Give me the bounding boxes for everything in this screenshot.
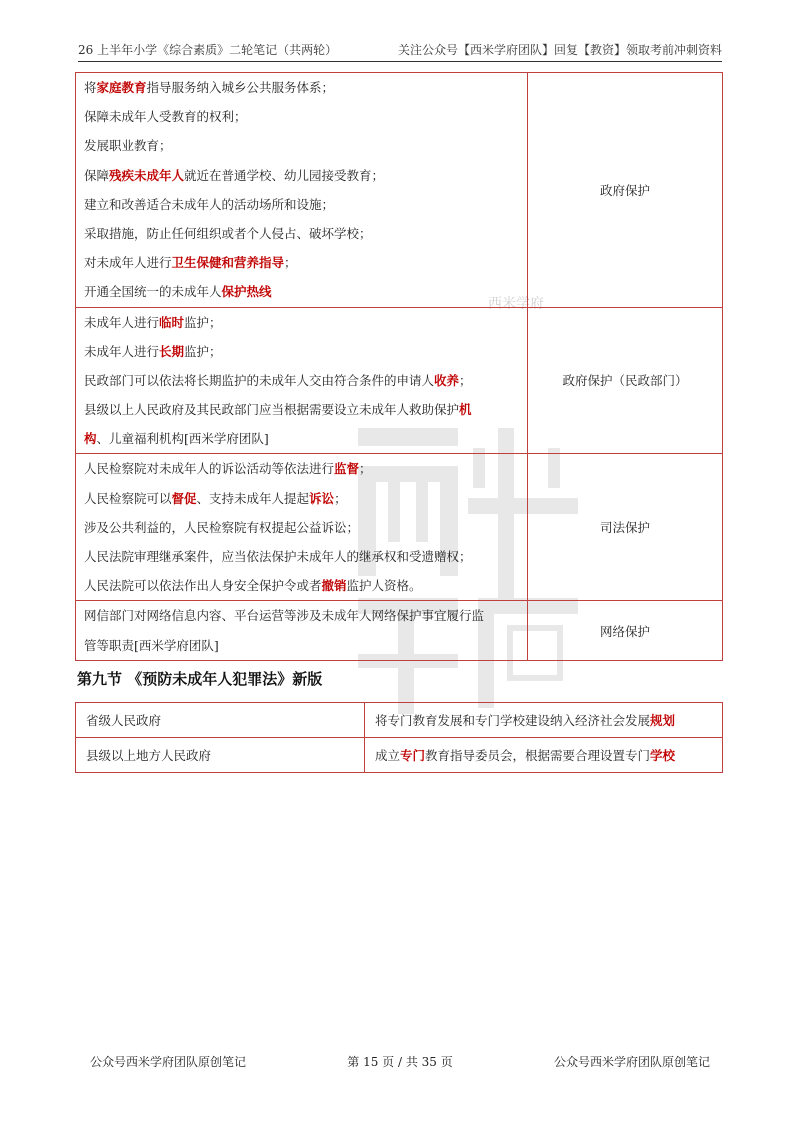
category-cell: 政府保护 bbox=[528, 73, 723, 308]
provision-line bbox=[84, 484, 519, 513]
highlight-text: 家庭教育 bbox=[96, 80, 147, 95]
provision-cell bbox=[76, 73, 528, 308]
text-segment: ； bbox=[359, 461, 372, 477]
table-row bbox=[76, 454, 723, 601]
content-cell bbox=[365, 703, 723, 738]
provision-line bbox=[84, 601, 519, 630]
text-segment: 、儿童福利机构[西米学府团队] bbox=[96, 431, 269, 447]
text-segment: 采取措施，防止任何组织或者个人侵占、破坏学校； bbox=[84, 225, 372, 241]
highlight-text: 构 bbox=[84, 431, 97, 447]
page-number: 第 15 页 / 共 35 页 bbox=[347, 1055, 453, 1069]
highlight-text: 学校 bbox=[650, 748, 676, 763]
text-segment: 未成年人进行 bbox=[84, 343, 160, 359]
text-segment: ； bbox=[459, 372, 472, 388]
text-segment: ； bbox=[284, 255, 297, 271]
text-segment: 对未成年人进行 bbox=[84, 255, 172, 271]
text-segment: 教育指导委员会，根据需要合理设置专门 bbox=[425, 748, 651, 763]
text-segment: 、支持未成年人提起 bbox=[196, 490, 310, 506]
table-row bbox=[76, 73, 723, 308]
text-segment: 民政部门可以依法将长期监护的未成年人交由符合条件的申请人 bbox=[84, 372, 435, 388]
protection-table bbox=[75, 72, 723, 661]
highlight-text: 残疾未成年人 bbox=[109, 167, 185, 183]
text-segment: 保障 bbox=[84, 167, 110, 183]
text-segment: 保障未成年人受教育的权利； bbox=[84, 109, 247, 125]
footer-right: 公众号西米学府团队原创笔记 bbox=[553, 1055, 710, 1069]
category-cell: 司法保护 bbox=[528, 454, 723, 601]
text-segment: 将专门教育发展和专门学校建设纳入经济社会发展 bbox=[375, 713, 651, 728]
content-cell bbox=[365, 738, 723, 773]
highlight-text: 督促 bbox=[171, 490, 197, 506]
provision-line bbox=[84, 277, 519, 306]
provision-cell bbox=[76, 454, 528, 601]
text-segment: 未成年人进行 bbox=[84, 314, 160, 330]
text-segment: 指导服务纳入城乡公共服务体系； bbox=[146, 80, 335, 95]
text-segment: 开通全国统一的未成年人 bbox=[84, 284, 222, 300]
page-header bbox=[78, 38, 722, 62]
highlight-text: 收养 bbox=[434, 372, 460, 388]
highlight-text: 长期 bbox=[159, 343, 185, 359]
table-row bbox=[76, 738, 723, 773]
text-segment: 县级以上人民政府及其民政部门应当根据需要设立未成年人救助保护 bbox=[84, 402, 460, 418]
provision-line bbox=[84, 161, 519, 190]
provision-cell bbox=[76, 307, 528, 454]
text-segment: 就近在普通学校、幼儿园接受教育； bbox=[184, 167, 385, 183]
provision-line bbox=[84, 571, 519, 600]
provision-line bbox=[84, 219, 519, 248]
highlight-text: 规划 bbox=[650, 713, 676, 728]
provision-line bbox=[84, 131, 519, 160]
prevention-table bbox=[75, 702, 723, 773]
provision-line bbox=[84, 190, 519, 219]
highlight-text: 机 bbox=[459, 402, 472, 418]
provision-line bbox=[84, 337, 519, 366]
text-segment: 人民法院可以依法作出人身安全保护令或者 bbox=[84, 578, 322, 594]
highlight-text: 撤销 bbox=[321, 578, 347, 594]
table-row bbox=[76, 307, 723, 454]
watermark-text: 西米学府 bbox=[488, 296, 544, 312]
provision-cell bbox=[76, 601, 528, 660]
provision-line bbox=[84, 395, 519, 424]
highlight-text: 专门 bbox=[400, 748, 426, 763]
text-segment: 将 bbox=[84, 80, 97, 95]
highlight-text: 监督 bbox=[334, 461, 360, 477]
highlight-text: 卫生保健和营养指导 bbox=[171, 255, 285, 271]
section-title: 第九节 《预防未成年人犯罪法》新版 bbox=[77, 670, 323, 688]
text-segment: 人民法院审理继承案件，应当依法保护未成年人的继承权和受遗赠权； bbox=[84, 549, 472, 564]
prevention-table-body bbox=[76, 703, 723, 773]
header-left: 26 上半年小学《综合素质》二轮笔记（共两轮） bbox=[78, 43, 338, 57]
provision-line bbox=[84, 248, 519, 277]
text-segment: 建立和改善适合未成年人的活动场所和设施； bbox=[84, 196, 335, 212]
text-segment: 管等职责[西米学府团队] bbox=[84, 637, 219, 653]
text-segment: 人民检察院对未成年人的诉讼活动等依法进行 bbox=[84, 461, 335, 477]
provision-line bbox=[84, 454, 519, 483]
provision-line bbox=[84, 366, 519, 395]
category-cell: 政府保护（民政部门） bbox=[528, 307, 723, 454]
text-segment: 发展职业教育； bbox=[84, 138, 172, 154]
provision-line bbox=[84, 73, 519, 102]
header-right: 关注公众号【西米学府团队】回复【教资】领取考前冲刺资料 bbox=[397, 43, 722, 57]
highlight-text: 诉讼 bbox=[309, 490, 335, 506]
text-segment: 人民检察院可以 bbox=[84, 490, 172, 506]
text-segment: ； bbox=[334, 490, 347, 506]
text-segment: 网信部门对网络信息内容、平台运营等涉及未成年人网络保护事宜履行监 bbox=[84, 608, 485, 624]
highlight-text: 临时 bbox=[159, 314, 185, 330]
text-segment: 监护； bbox=[184, 314, 222, 330]
page-footer bbox=[90, 1053, 710, 1070]
text-segment: 监护人资格。 bbox=[346, 578, 422, 594]
provision-line bbox=[84, 102, 519, 131]
provision-line bbox=[84, 424, 519, 453]
subject-cell: 县级以上地方人民政府 bbox=[76, 738, 365, 773]
provision-line bbox=[84, 513, 519, 542]
text-segment: 成立 bbox=[375, 748, 401, 763]
provision-line bbox=[84, 542, 519, 571]
subject-cell: 省级人民政府 bbox=[76, 703, 365, 738]
provision-line bbox=[84, 308, 519, 337]
protection-table-body bbox=[76, 73, 723, 661]
table-row bbox=[76, 703, 723, 738]
text-segment: 涉及公共利益的，人民检察院有权提起公益诉讼； bbox=[84, 519, 360, 535]
provision-line bbox=[84, 631, 519, 660]
highlight-text: 保护热线 bbox=[221, 284, 272, 300]
category-cell: 网络保护 bbox=[528, 601, 723, 660]
table-row bbox=[76, 601, 723, 660]
text-segment: 监护； bbox=[184, 343, 222, 359]
footer-left: 公众号西米学府团队原创笔记 bbox=[90, 1055, 247, 1069]
